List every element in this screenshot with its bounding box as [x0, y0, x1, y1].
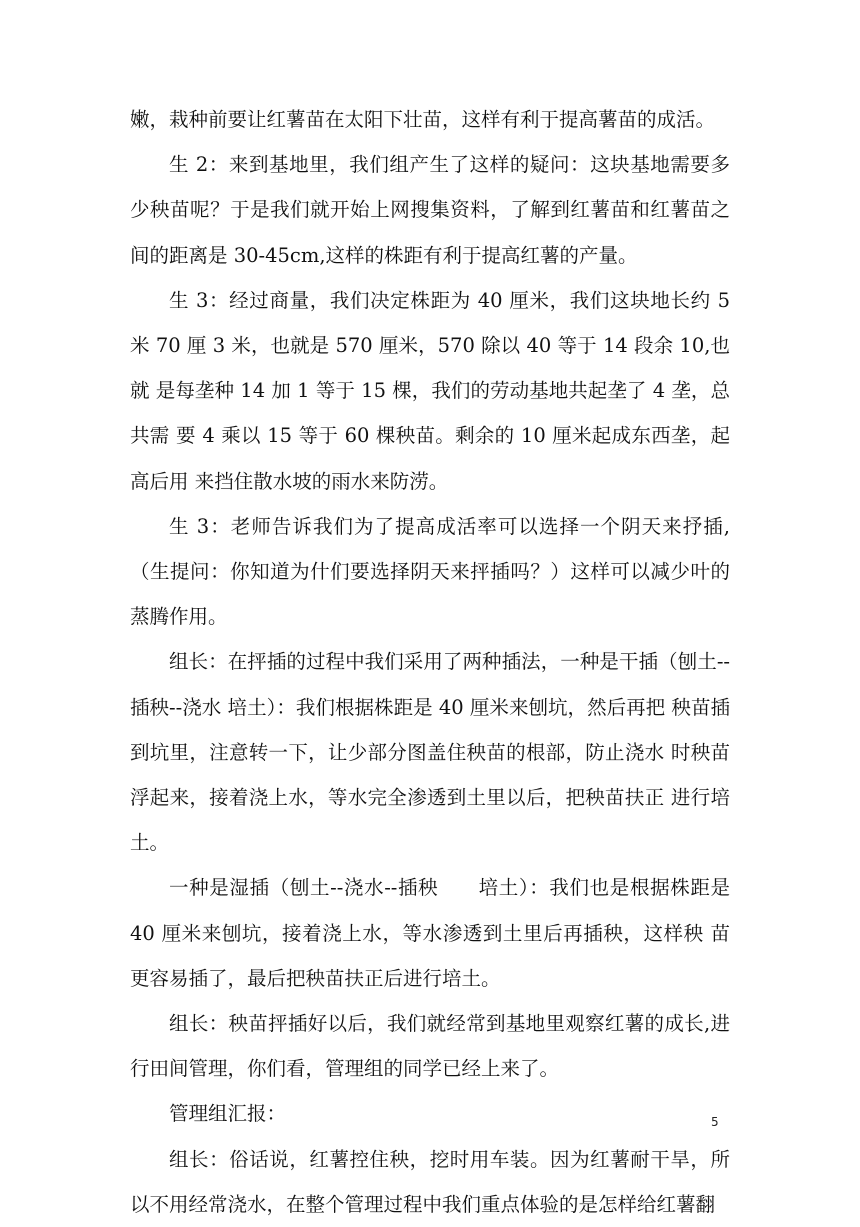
paragraph-4: 生 3：老师告诉我们为了提高成活率可以选择一个阴天来抒插,（生提问：你知道为什们要选择阴天来抨插吗？）这样可以减少叶的蒸腾作用。	[130, 514, 730, 629]
paragraph-5: 组长：在抨插的过程中我们采用了两种插法，一种是干插（刨土--插秧--浇水 培土）：我们根据株距是 40 厘米来刨坑，然后再把 秧苗插到坑里，注意转一下，让少部分图盖住秧苗的根部，防止浇水 时秧苗浮起来，接着浇上水，等水完全渗透到土里以后，把秧苗扶正 进行培土。	[130, 650, 730, 855]
paragraph-9: 组长：俗话说，红薯控住秧，挖时用车装。因为红薯耐干旱，所以不用经常浇水，在整个管理过程中我们重点体验的是怎样给红薯翻	[130, 1147, 730, 1216]
paragraph-6: 一种是湿插（刨土--浇水--插秧 培土）：我们也是根据株距是 40 厘米来刨坑，接着浇上水，等水渗透到土里后再插秧，这样秧 苗更容易插了，最后把秧苗扶正后进行培土。	[130, 876, 730, 990]
document-body	[130, 97, 730, 1227]
paragraph-7: 组长：秧苗抨插好以后，我们就经常到基地里观察红薯的成长,进行田间管理，你们看，管理组的同学已经上来了。	[130, 1012, 730, 1081]
paragraph-8: 管理组汇报：	[169, 1102, 287, 1126]
paragraph-1: 嫩，栽种前要让红薯苗在太阳下壮苗，这样有利于提高薯苗的成活。	[130, 108, 716, 131]
page-number: 5	[711, 1115, 719, 1129]
paragraph-2: 生 2：来到基地里，我们组产生了这样的疑问：这块基地需要多少秧苗呢？于是我们就开始上网搜集资料，了解到红薯苗和红薯苗之间的距离是 30-45cm,这样的株距有利于提高红薯的产量。	[130, 153, 730, 267]
paragraph-3: 生 3：经过商量，我们决定株距为 40 厘米，我们这块地长约 5 米 70 厘 3 米，也就是 570 厘米，570 除以 40 等于 14 段余 10,也就 是每垄种 14 加 1 等于 15 棵，我们的劳动基地共起垄了 4 垄，总共需 要 4 乘以 15 等于 60 棵秧苗。剩余的 10 厘米起成东西垄，起高后用 来挡住散水坡的雨水来防涝。	[130, 288, 730, 493]
